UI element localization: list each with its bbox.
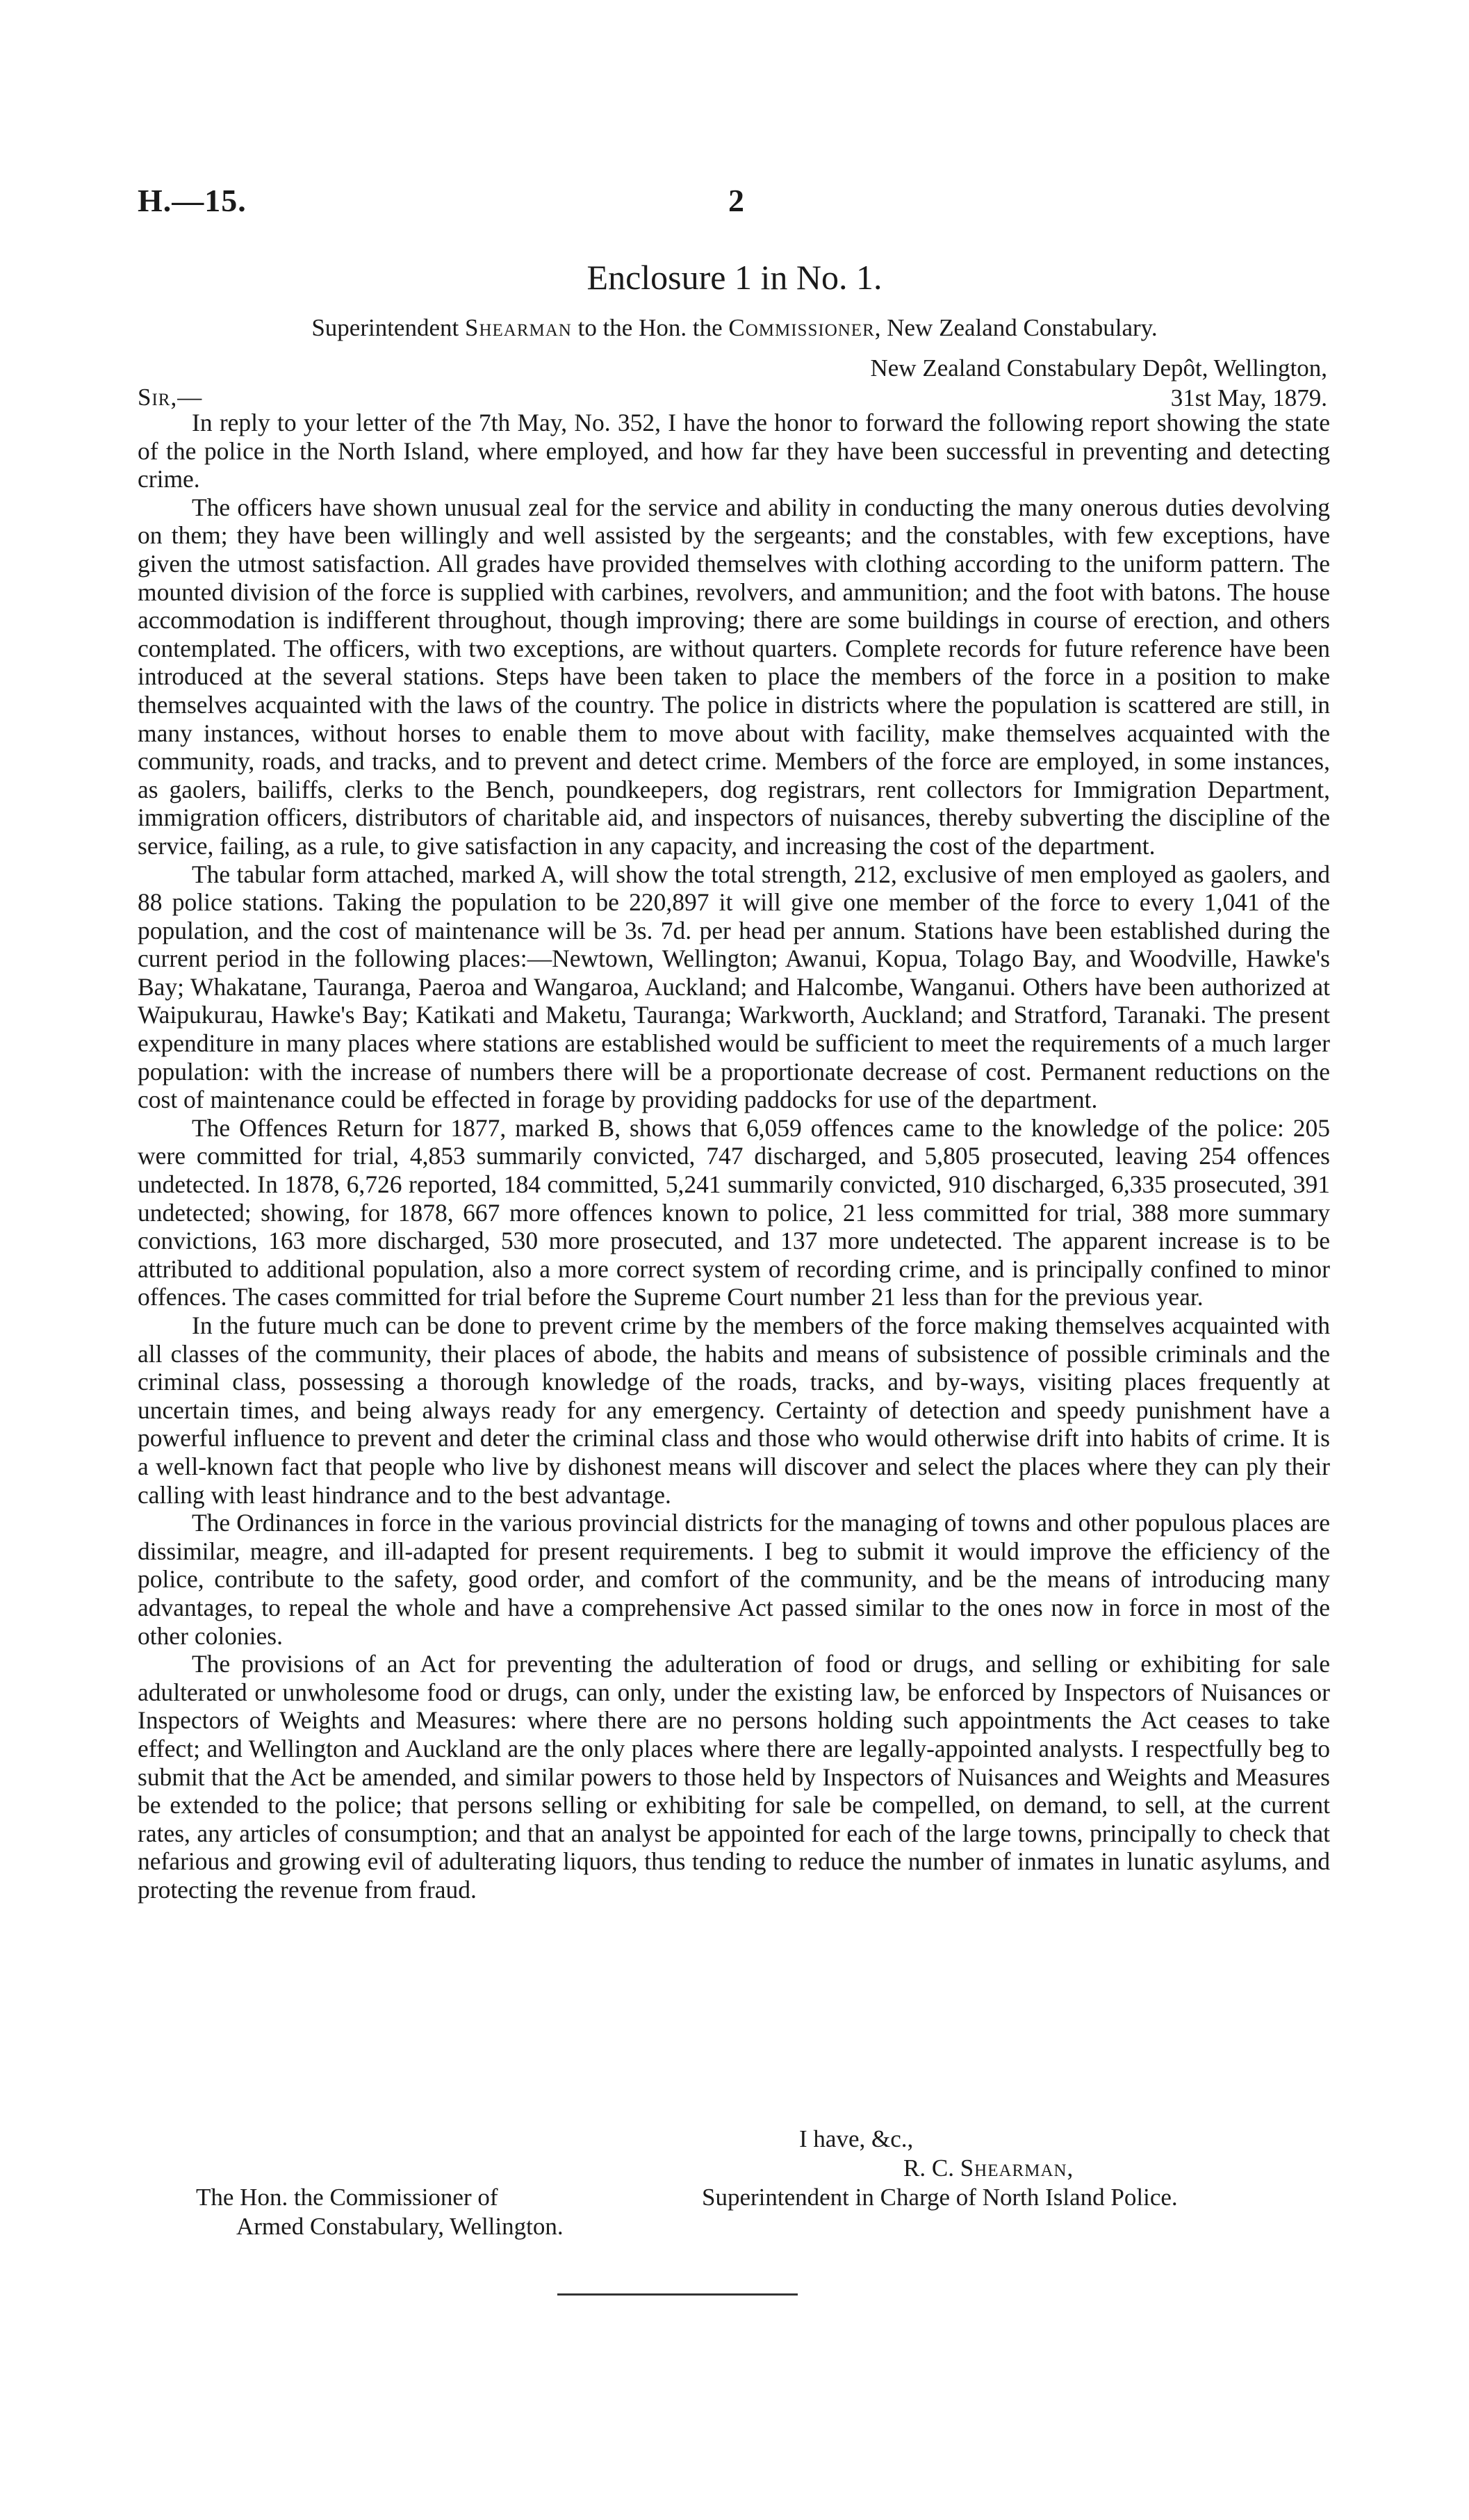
letter-subtitle	[0, 314, 1469, 342]
paragraph: The Ordinances in force in the various provincial districts for the managing of towns and other populous places are dissimilar, meagre, and ill-adapted for present requirements. I beg to submit it would improve the efficiency of the police, contribute to the safety, good order, and comfort of the community, and be the means of introducing many advantages, to repeal the whole and have a comprehensive Act passed similar to the ones now in force in most of the other colonies.	[138, 1509, 1330, 1650]
sender-address	[871, 353, 1328, 413]
document-reference: H.—15.	[138, 183, 247, 218]
paragraph: The provisions of an Act for preventing the adulteration of food or drugs, and selling or exhibiting for sale adulterated or unwholesome food or drugs, can only, under the existing law, be enforced by Inspectors of Nuisances or Inspectors of Weights and Measures: where there are no persons holding such appointments the Act ceases to take effect; and Wellington and Auckland are the only places where there are legally-appointed analysts. I respectfully beg to submit that the Act be amended, and similar powers to those held by Inspectors of Nuisances and Weights and Measures be extended to the police; that persons selling or exhibiting for sale be compelled, on demand, to sell, at the current rates, any articles of consumption; and that an analyst be appointed for each of the large towns, principally to check that nefarious and growing evil of adulterating liquors, thus tending to reduce the number of inmates in lunatic asylums, and protecting the revenue from fraud.	[138, 1650, 1330, 1904]
subtitle-suffix: , New Zealand Constabulary.	[874, 314, 1158, 341]
addressee-line: The Hon. the Commissioner of	[196, 2184, 498, 2211]
subtitle-middle: to the Hon. the	[577, 314, 723, 341]
address-line: New Zealand Constabulary Depôt, Wellington,	[870, 354, 1327, 382]
letter-date: 31st May, 1879.	[1170, 384, 1327, 411]
paragraph: In the future much can be done to prevent crime by the members of the force making themselves acquainted with all classes of the community, their places of abode, the habits and means of subsistence of possible criminals and the criminal class, possessing a thorough knowledge of the roads, tracks, and by-ways, visiting places frequently at uncertain times, and being always ready for any emergency. Certainty of detection and speedy punishment have a powerful influence to prevent and deter the criminal class and those who would otherwise drift into habits of crime. It is a well-known fact that people who live by dishonest means will discover and select the places where they can ply their calling with least hindrance and to the best advantage.	[138, 1311, 1330, 1509]
page-number: 2	[728, 183, 744, 218]
paragraph: The Offences Return for 1877, marked B, shows that 6,059 offences came to the knowledge of the police: 205 were committed for trial, 4,853 summarily convicted, 747 discharged, and 5,805 prosecuted, leaving 254 offences undetected. In 1878, 6,726 reported, 184 committed, 5,241 summarily convicted, 910 discharged, 6,335 prosecuted, 391 undetected; showing, for 1878, 667 more offences known to police, 21 less committed for trial, 388 more summary convictions, 163 more discharged, 530 more prosecuted, and 137 more undetected. The apparent increase is to be attributed to additional population, also a more correct system of recording crime, and is principally confined to minor offences. The cases committed for trial before the Supreme Court number 21 less than for the previous year.	[138, 1113, 1330, 1311]
signer-initials: R. C.	[903, 2154, 954, 2182]
enclosure-title: Enclosure 1 in No. 1.	[586, 258, 883, 297]
signature-name	[903, 2154, 1074, 2182]
signer-title: Superintendent in Charge of North Island Police.	[702, 2184, 1178, 2211]
addressee-line: Armed Constabulary, Wellington.	[236, 2213, 564, 2240]
letter-body	[138, 409, 1330, 1904]
paragraph: In reply to your letter of the 7th May, No. 352, I have the honor to forward the following report showing the state of the police in the North Island, where employed, and how far they have been successful in preventing and detecting crime.	[138, 409, 1330, 493]
paragraph: The tabular form attached, marked A, will show the total strength, 212, exclusive of men employed as gaolers, and 88 police stations. Taking the population to be 220,897 it will give one member of the force to every 1,041 of the population, and the cost of maintenance will be 3s. 7d. per head per annum. Stations have been established during the current period in the following places:—Newtown, Wellington; Awanui, Kopua, Tolago Bay, and Woodville, Hawke's Bay; Whakatane, Tauranga, Paeroa and Wangaroa, Auckland; and Halcombe, Wanganui. Others have been authorized at Waipukurau, Hawke's Bay; Katikati and Maketu, Tauranga; Warkworth, Auckland; and Stratford, Taranaki. The present expenditure in many places where stations are established would be sufficient to meet the requirements of a much larger population: with the increase of numbers there will be a proportionate decrease of cost. Permanent reductions on the cost of maintenance could be effected in forage by providing paddocks for use of the department.	[138, 860, 1330, 1114]
paragraph: The officers have shown unusual zeal for the service and ability in conducting the many onerous duties devolving on them; they have been willingly and well assisted by the sergeants; and the constables, with few exceptions, have given the utmost satisfaction. All grades have provided themselves with clothing according to the uniform pattern. The mounted division of the force is supplied with carbines, revolvers, and ammunition; and the foot with batons. The house accommodation is indifferent throughout, though improving; there are some buildings in course of erection, and others contemplated. The officers, with two exceptions, are without quarters. Complete records for future reference have been introduced at the several stations. Steps have been taken to place the members of the force in a position to make themselves acquainted with the laws of the country. The police in districts where the population is scattered are still, in many instances, without horses to enable them to move about with facility, make themselves acquainted with the community, roads, and tracks, and to prevent and detect crime. Members of the force are employed, in some instances, as gaolers, bailiffs, clerks to the Bench, poundkeepers, dog registrars, rent collectors for Immigration Department, immigration officers, distributors of charitable aid, and inspectors of nuisances, thereby subverting the discipline of the service, failing, as a rule, to give satisfaction in any capacity, and increasing the cost of the department.	[138, 493, 1330, 860]
salutation: Sir,—	[138, 384, 203, 411]
valediction: I have, &c.,	[799, 2125, 914, 2152]
sender-name: Shearman	[464, 314, 572, 341]
recipient-title: Commissioner	[728, 314, 875, 341]
divider-rule	[557, 2293, 798, 2296]
subtitle-prefix: Superintendent	[311, 314, 459, 341]
signer-surname: Shearman,	[960, 2154, 1074, 2182]
